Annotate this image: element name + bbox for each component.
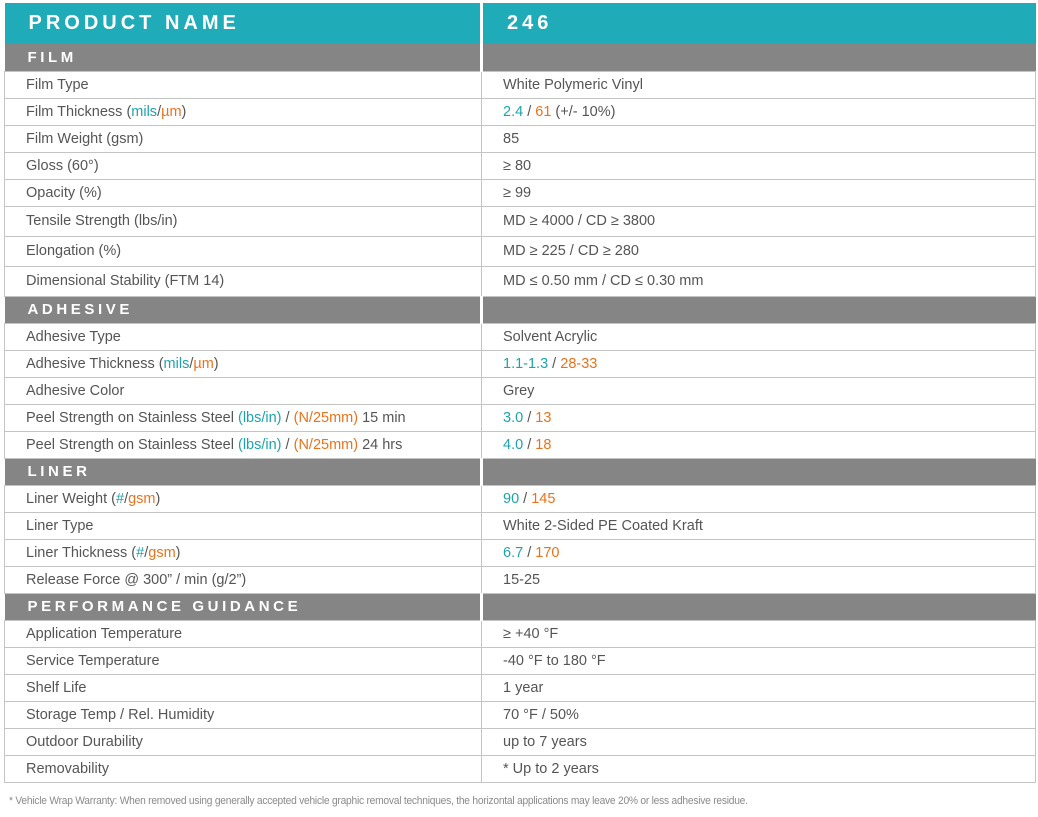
spec-value: -40 °F to 180 °F	[482, 647, 1036, 674]
spec-value: ≥ +40 °F	[482, 620, 1036, 647]
spec-row-film-weight	[5, 125, 1036, 152]
spec-value: 85	[482, 125, 1036, 152]
spec-value: MD ≥ 225 / CD ≥ 280	[482, 236, 1036, 266]
spec-row-gloss	[5, 152, 1036, 179]
spec-value: 70 °F / 50%	[482, 701, 1036, 728]
spec-value: 6.7 / 170	[482, 539, 1036, 566]
spec-row-tensile	[5, 206, 1036, 236]
section-performance	[5, 593, 1036, 620]
spec-row-application-temp	[5, 620, 1036, 647]
spec-label: Storage Temp / Rel. Humidity	[5, 701, 482, 728]
spec-row-adhesive-thickness	[5, 350, 1036, 377]
spec-row-liner-thickness	[5, 539, 1036, 566]
spec-label: Peel Strength on Stainless Steel (lbs/in) / (N/25mm) 15 min	[5, 404, 482, 431]
spec-label: Release Force @ 300” / min (g/2”)	[5, 566, 482, 593]
spec-row-liner-weight	[5, 485, 1036, 512]
spec-value: MD ≥ 4000 / CD ≥ 3800	[482, 206, 1036, 236]
spec-row-dimensional	[5, 266, 1036, 296]
spec-row-shelf-life	[5, 674, 1036, 701]
section-film	[5, 44, 1036, 71]
spec-row-service-temp	[5, 647, 1036, 674]
section-title: LINER	[5, 458, 482, 485]
spec-label: Removability	[5, 755, 482, 782]
warranty-footnote: * Vehicle Wrap Warranty: When removed using generally accepted vehicle graphic removal techniques, the horizontal applications may leave 20% or less adhesive residue.	[9, 795, 748, 807]
spec-value: 3.0 / 13	[482, 404, 1036, 431]
spec-row-outdoor-durability	[5, 728, 1036, 755]
spec-row-storage	[5, 701, 1036, 728]
spec-label: Opacity (%)	[5, 179, 482, 206]
spec-label: Film Weight (gsm)	[5, 125, 482, 152]
spec-row-film-thickness	[5, 98, 1036, 125]
spec-label: Shelf Life	[5, 674, 482, 701]
product-name-heading: PRODUCT NAME	[5, 3, 482, 44]
spec-value: MD ≤ 0.50 mm / CD ≤ 0.30 mm	[482, 266, 1036, 296]
spec-table	[4, 3, 1036, 783]
spec-label: Adhesive Type	[5, 323, 482, 350]
spec-value: White 2-Sided PE Coated Kraft	[482, 512, 1036, 539]
spec-row-removability	[5, 755, 1036, 782]
header-row	[5, 3, 1036, 44]
spec-label: Tensile Strength (lbs/in)	[5, 206, 482, 236]
spec-value: 2.4 / 61 (+/- 10%)	[482, 98, 1036, 125]
spec-value: 1 year	[482, 674, 1036, 701]
spec-label: Elongation (%)	[5, 236, 482, 266]
spec-row-release-force	[5, 566, 1036, 593]
spec-label: Outdoor Durability	[5, 728, 482, 755]
spec-row-opacity	[5, 179, 1036, 206]
spec-label: Peel Strength on Stainless Steel (lbs/in) / (N/25mm) 24 hrs	[5, 431, 482, 458]
spec-value: up to 7 years	[482, 728, 1036, 755]
spec-value: 4.0 / 18	[482, 431, 1036, 458]
spec-label: Adhesive Thickness (mils/µm)	[5, 350, 482, 377]
spec-row-liner-type	[5, 512, 1036, 539]
spec-value: ≥ 80	[482, 152, 1036, 179]
section-title: FILM	[5, 44, 482, 71]
spec-sheet	[4, 3, 1036, 783]
product-number-heading: 246	[482, 3, 1036, 44]
section-liner	[5, 458, 1036, 485]
spec-value: 15-25	[482, 566, 1036, 593]
spec-label: Film Type	[5, 71, 482, 98]
spec-label: Liner Weight (#/gsm)	[5, 485, 482, 512]
spec-row-film-type	[5, 71, 1036, 98]
spec-row-peel-24hrs	[5, 431, 1036, 458]
spec-value: Solvent Acrylic	[482, 323, 1036, 350]
spec-row-adhesive-type	[5, 323, 1036, 350]
spec-label: Liner Type	[5, 512, 482, 539]
spec-label: Film Thickness (mils/µm)	[5, 98, 482, 125]
spec-label: Service Temperature	[5, 647, 482, 674]
spec-value: White Polymeric Vinyl	[482, 71, 1036, 98]
spec-value: 1.1-1.3 / 28-33	[482, 350, 1036, 377]
spec-label: Dimensional Stability (FTM 14)	[5, 266, 482, 296]
spec-value: * Up to 2 years	[482, 755, 1036, 782]
spec-value: Grey	[482, 377, 1036, 404]
spec-label: Adhesive Color	[5, 377, 482, 404]
spec-value: 90 / 145	[482, 485, 1036, 512]
spec-row-elongation	[5, 236, 1036, 266]
spec-label: Application Temperature	[5, 620, 482, 647]
section-adhesive	[5, 296, 1036, 323]
section-title: ADHESIVE	[5, 296, 482, 323]
section-title: PERFORMANCE GUIDANCE	[5, 593, 482, 620]
spec-row-adhesive-color	[5, 377, 1036, 404]
spec-label: Gloss (60°)	[5, 152, 482, 179]
spec-value: ≥ 99	[482, 179, 1036, 206]
spec-row-peel-15min	[5, 404, 1036, 431]
spec-label: Liner Thickness (#/gsm)	[5, 539, 482, 566]
